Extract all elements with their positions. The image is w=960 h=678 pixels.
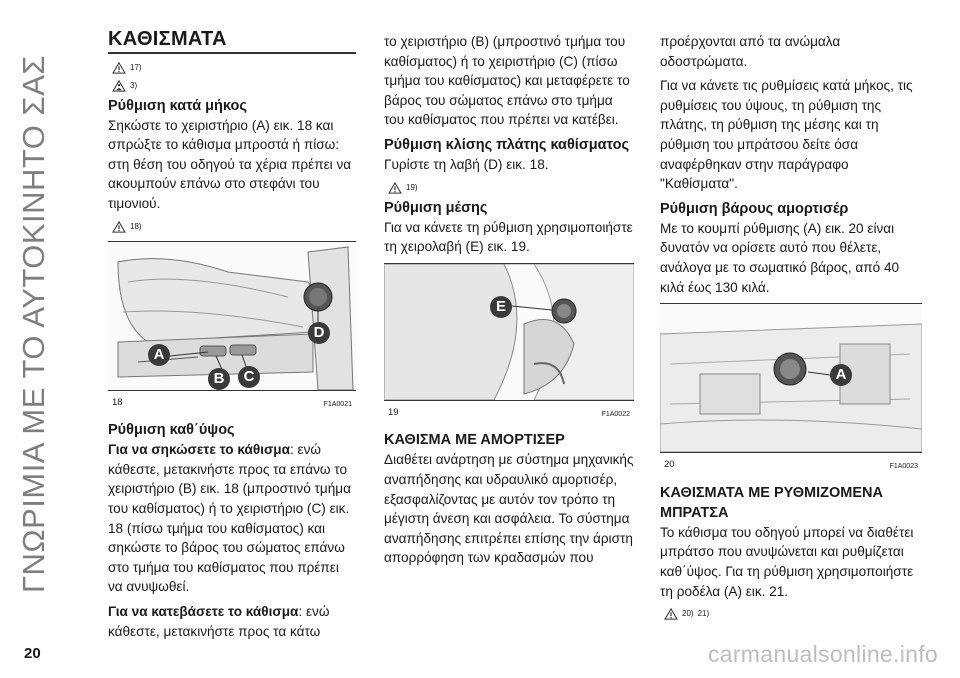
warning-ref-18 xyxy=(112,219,356,235)
environment-warning-icon xyxy=(112,80,126,92)
warning-ref-20-21 xyxy=(664,606,922,622)
figure-20 xyxy=(660,303,922,479)
subheading-height: Ρύθμιση καθ΄ύψος xyxy=(108,422,235,439)
warning-icon xyxy=(388,182,402,194)
column-2 xyxy=(384,32,634,573)
figure-18-image xyxy=(108,241,356,391)
paragraph-raise-text: : ενώ κάθεστε, μετακινήστε προς τα επάνω το χειριστήριο (B) εικ. 18 (μπροστινό τμήμα του καθίσματος) ή το χειριστήριο (C) εικ. 18 (πίσω τμήμα του καθίσματος) και σηκώστε το βάρος του σώματος επάνω στο τμήμα του καθίσματος που πρέπει να ανυψωθεί. xyxy=(108,442,352,595)
watermark: carmanualsonline.info xyxy=(707,641,938,667)
callout-a: A xyxy=(148,344,170,366)
paragraph-suspension-continued: προέρχονται από τα ανώμαλα οδοστρώματα. xyxy=(660,34,841,69)
callout-b: B xyxy=(208,368,230,390)
figure-number: 19 xyxy=(388,406,399,418)
figure-code: F1A0023 xyxy=(889,463,918,471)
lumbar-adjust-illustration xyxy=(384,264,634,400)
paragraph-armrest: Το κάθισμα του οδηγού μπορεί να διαθέτει μπράτσο που ανυψώνεται και ρυθμίζεται καθ΄ύψος. Για τη ρύθμιση χρησιμοποιήστε τη ροδέλα (A) εικ. 21. xyxy=(660,524,914,599)
figure-20-caption xyxy=(660,453,922,479)
paragraph-longitudinal: Σηκώστε το χειριστήριο (A) εικ. 18 και σπρώξτε το κάθισμα μπροστά ή πίσω: στη θέση του οδηγού τα χέρια πρέπει να ακουμπούν επάνω στο στεφάνι του τιμονιού. xyxy=(108,117,352,211)
warning-ref-label: 18) xyxy=(130,221,142,231)
subheading-backrest: Ρύθμιση κλίσης πλάτης καθίσματος xyxy=(384,136,629,153)
warning-icon xyxy=(112,221,126,233)
column-3 xyxy=(660,32,922,622)
figure-number: 20 xyxy=(664,459,675,471)
paragraph-suspension-seat: Διαθέτει ανάρτηση με σύστημα μηχανικής αναπήδησης και υδραυλικό αμορτισέρ, εξασφαλίζοντας με αυτόν τον τρόπο τη μέγιστη άνεση και ασφάλεια. Το σύστημα αναπήδησης επιτρέπει επίσης την άριστη απορρόφηση των κραδασμών που xyxy=(384,452,634,566)
warning-ref-label: 3) xyxy=(130,80,138,90)
paragraph-adjustments-ref: Για να κάνετε τις ρυθμίσεις κατά μήκος, τις ρυθμίσεις του ύψους, τη ρύθμιση της πλάτης, τη ρύθμιση της μέσης και τη ρύθμιση του μπράτσου δείτε όσα αναφέρθηκαν στην παράγραφο "Καθίσματα". xyxy=(660,78,913,192)
warning-ref-3 xyxy=(112,78,356,94)
heading-suspension-seat: ΚΑΘΙΣΜΑ ΜΕ ΑΜΟΡΤΙΣΕΡ xyxy=(384,432,565,449)
figure-20-image xyxy=(660,303,922,453)
subheading-lumbar: Ρύθμιση μέσης xyxy=(384,199,488,216)
warning-icon xyxy=(112,62,126,74)
callout-c: C xyxy=(238,366,260,388)
subheading-longitudinal: Ρύθμιση κατά μήκος xyxy=(108,97,247,114)
bold-lead-lower: Για να κατεβάσετε το κάθισμα xyxy=(108,603,299,619)
figure-18-caption xyxy=(108,391,356,417)
paragraph-lower-continued: το χειριστήριο (B) (μπροστινό τμήμα του καθίσματος) ή το χειριστήριο (C) (πίσω τμήμα του καθίσματος) και μεταφέρετε το βάρος του σώματος επάνω στο τμήμα του καθίσματος που πρέπει να κατέβει. xyxy=(384,34,630,128)
paragraph-lower-seat xyxy=(108,602,356,641)
section-heading-seats: ΚΑΘΙΣΜΑΤΑ xyxy=(108,30,356,54)
paragraph-lower-text: : ενώ κάθεστε, μετακινήστε προς τα κάτω xyxy=(108,603,330,639)
paragraph-backrest: Γυρίστε τη λαβή (D) εικ. 18. xyxy=(384,156,549,172)
figure-code: F1A0022 xyxy=(601,410,630,418)
warning-icon xyxy=(664,608,678,620)
figure-code: F1A0021 xyxy=(323,400,352,408)
callout-a: A xyxy=(830,364,852,386)
warning-ref-19 xyxy=(388,180,634,196)
warning-ref-label: 19) xyxy=(406,182,418,192)
paragraph-weight-adjust: Με το κουμπί ρύθμισης (A) εικ. 20 είναι δυνατόν να ορίσετε αυτό που θέλετε, ανάλογα με το σωματικό βάρος, από 40 κιλά έως 130 κιλά. xyxy=(660,220,900,295)
figure-18 xyxy=(108,241,356,417)
subheading-weight-adjust: Ρύθμιση βάρους αμορτισέρ xyxy=(660,200,849,217)
figure-19 xyxy=(384,263,634,427)
column-1 xyxy=(108,30,356,646)
bold-lead-raise: Για να σηκώσετε το κάθισμα xyxy=(108,442,290,458)
heading-armrest-seats: ΚΑΘΙΣΜΑΤΑ ΜΕ ΡΥΘΜΙΖΟΜΕΝΑ ΜΠΡΑΤΣΑ xyxy=(660,484,883,521)
callout-e: E xyxy=(490,296,512,318)
suspension-knob-illustration xyxy=(660,304,922,452)
warning-ref-17 xyxy=(112,60,356,76)
chapter-title-text: ΓΝΩΡΙΜΙΑ ΜΕ ΤΟ ΑΥΤΟΚΙΝΗΤΟ ΣΑΣ xyxy=(16,54,52,594)
warning-ref-label: 17) xyxy=(130,62,142,72)
seat-adjust-illustration xyxy=(108,242,356,390)
page-number: 20 xyxy=(24,645,41,662)
figure-19-image xyxy=(384,263,634,401)
warning-ref-label: 21) xyxy=(697,609,710,619)
paragraph-raise-seat xyxy=(108,440,356,597)
warning-ref-label: 20) xyxy=(682,609,694,619)
figure-number: 18 xyxy=(112,396,123,408)
chapter-side-title xyxy=(8,18,60,630)
paragraph-lumbar: Για να κάνετε τη ρύθμιση χρησιμοποιήστε τη χειρολαβή (E) εικ. 19. xyxy=(384,219,633,255)
callout-d: D xyxy=(308,322,330,344)
figure-19-caption xyxy=(384,401,634,427)
